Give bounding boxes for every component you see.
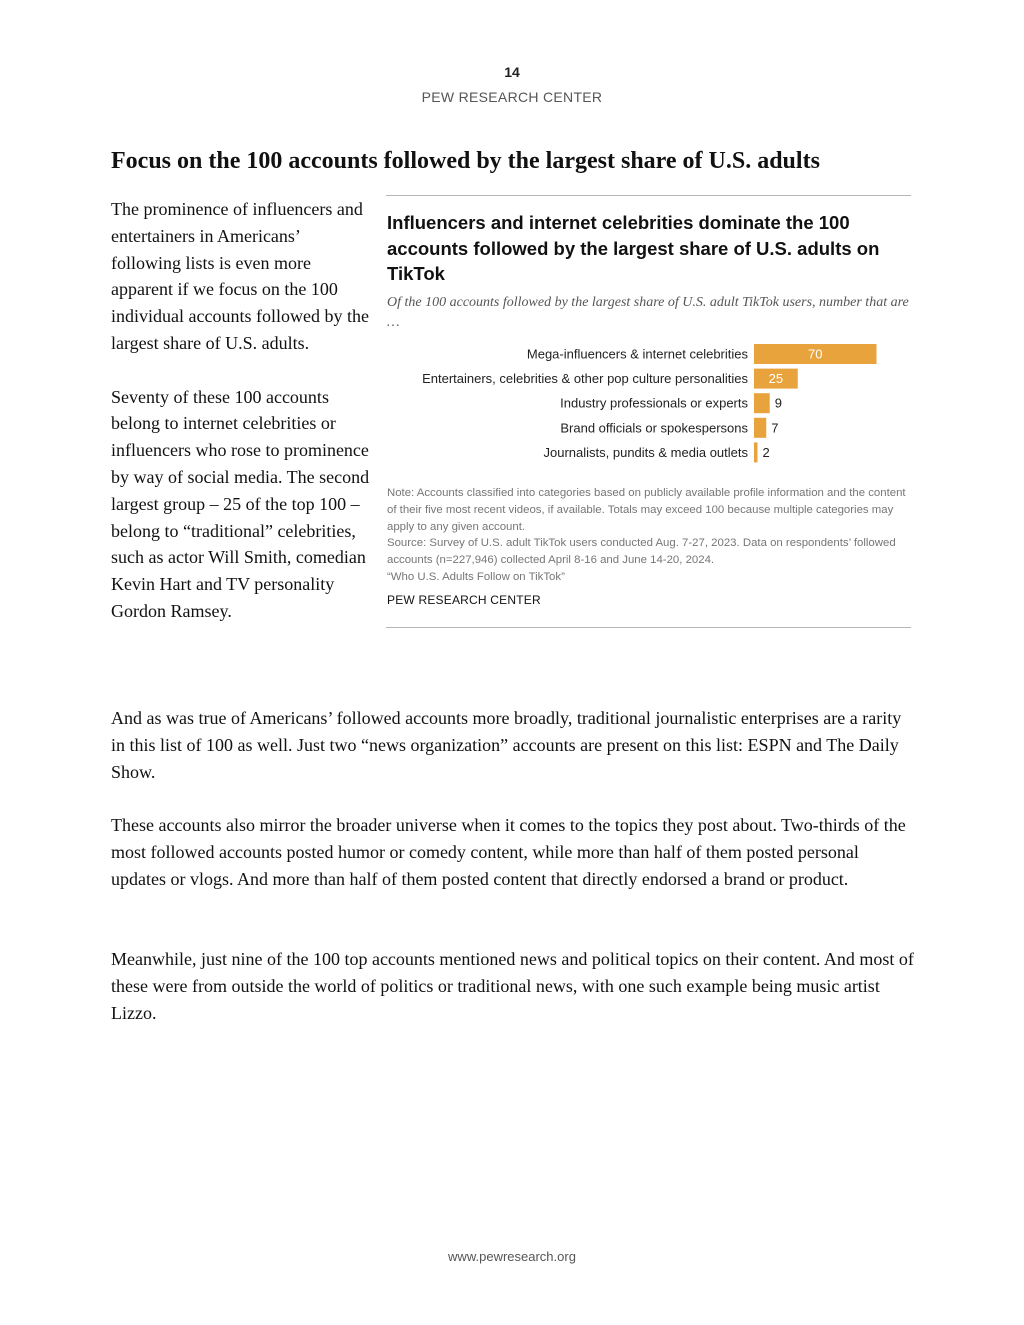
chart-credit: PEW RESEARCH CENTER [387,593,541,607]
chart-report-title: “Who U.S. Adults Follow on TikTok” [387,570,565,583]
chart-top-rule [386,195,911,196]
left-paragraph-1: The prominence of influencers and entertainers in Americans’ following lists is even more apparent if we focus on the 100 individual accounts followed by the largest share of U.S. adults. [111,199,369,353]
page-number: 14 [504,64,520,80]
body-paragraph-3: Meanwhile, just nine of the 100 top accounts mentioned news and political topics on their content. And most of these were from outside the world of politics or traditional news, with one such example being music artist Lizzo. [111,949,914,1023]
footer-url: www.pewresearch.org [448,1249,576,1264]
bar [754,393,770,413]
bar-category-label: Brand officials or spokespersons [560,420,748,436]
bar-chart [386,340,911,475]
chart-note [387,485,912,586]
chart-note-text: Note: Accounts classified into categories based on publicly available profile information and the content of their five most recent videos, if available. Totals may exceed 100 because multiple categories may apply to any given account. [387,487,906,533]
bar-category-label: Industry professionals or experts [560,395,748,411]
bar [754,418,766,438]
section-heading: Focus on the 100 accounts followed by the largest share of U.S. adults [111,148,820,174]
left-column-text [111,196,373,652]
bar-category-label: Journalists, pundits & media outlets [543,444,748,460]
body-paragraph-2: These accounts also mirror the broader universe when it comes to the topics they post about. Two-thirds of the most followed accounts posted humor or comedy content, while more than half of them posted personal updates or vlogs. And more than half of them posted content that directly endorsed a brand or product. [111,815,906,889]
chart-source-text: Source: Survey of U.S. adult TikTok users conducted Aug. 7-27, 2023. Data on respondents’ followed accounts (n=227,946) collected April 8-16 and June 14-20, 2024. [387,537,896,567]
bar-value-label: 9 [774,395,782,411]
bar [754,442,758,462]
left-paragraph-2: Seventy of these 100 accounts belong to internet celebrities or influencers who rose to prominence by way of social media. The second largest group – 25 of the top 100 – belong to “traditional” celebrities, such as actor Will Smith, comedian Kevin Hart and TV personality Gordon Ramsey. [111,386,370,621]
bar-value-label: 70 [808,346,823,362]
chart-bottom-rule [386,627,911,628]
chart-subtitle: Of the 100 accounts followed by the largest share of U.S. adult TikTok users, number that are … [387,295,909,330]
chart-title: Influencers and internet celebrities dominate the 100 accounts followed by the largest share of U.S. adults on TikTok [387,212,880,284]
bar-category-label: Entertainers, celebrities & other pop culture personalities [422,371,748,387]
bar-value-label: 25 [768,371,784,387]
header-org-name: PEW RESEARCH CENTER [421,89,603,105]
bar-value-label: 2 [762,444,770,460]
bar-value-label: 7 [771,420,779,436]
body-paragraph-1: And as was true of Americans’ followed accounts more broadly, traditional journalistic enterprises are a rarity in this list of 100 as well. Just two “news organization” accounts are present on this list: ESPN and The Daily Show. [111,708,902,782]
bar-category-label: Mega-influencers & internet celebrities [526,346,748,362]
